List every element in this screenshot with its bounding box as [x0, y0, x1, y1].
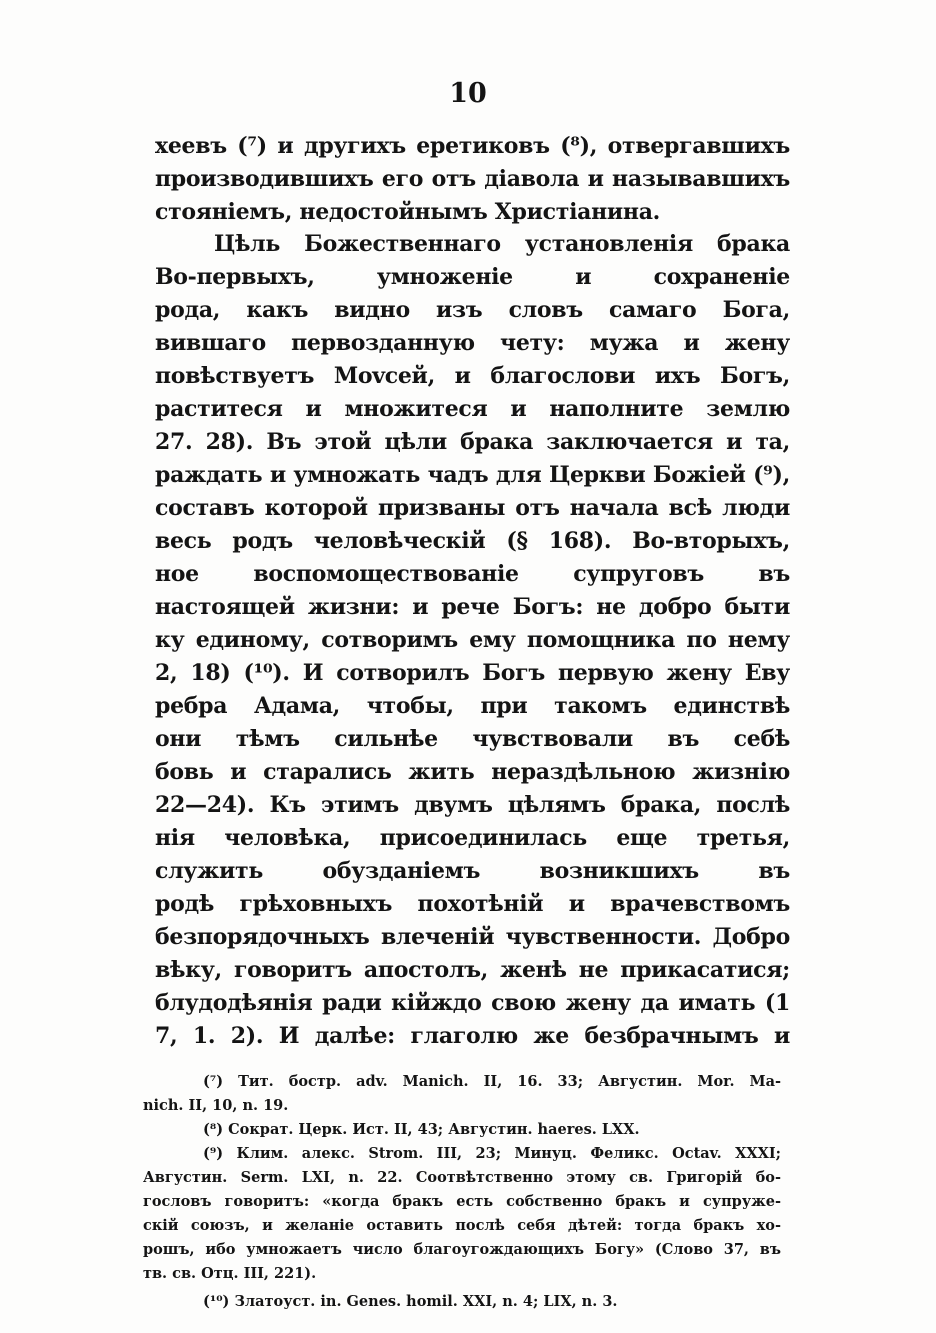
footnote-line: гословъ говоритъ: «когда бракъ есть собственно бракъ и супруже- [143, 1193, 781, 1210]
body-line: стояніемъ, недостойнымъ Христіанина. [155, 199, 661, 225]
footnote-line: (¹⁰) Златоуст. in. Genes. homil. XXI, n. 4; LIX, n. 3. [203, 1293, 618, 1310]
body-line: производившихъ его отъ діавола и называвшихъ [155, 166, 790, 192]
body-line: составъ которой призваны отъ начала всѣ люди [155, 495, 790, 521]
body-line: настоящей жизни: и рече Богъ: не добро быти [155, 594, 790, 620]
body-line: 2, 18) (¹⁰). И сотворилъ Богъ первую жену Еву [155, 660, 790, 686]
body-line: блудодѣянія ради кійждо свою жену да имать (1 [155, 990, 790, 1016]
body-line: 22—24). Къ этимъ двумъ цѣлямъ брака, послѣ [155, 792, 790, 818]
body-line: Во-первыхъ, умноженіе и сохраненіе [155, 264, 790, 290]
body-line: бовь и старались жить нераздѣльною жизнію [155, 759, 790, 785]
body-line: рода, какъ видно изъ словъ самаго Бога, [155, 297, 790, 323]
body-line: родѣ грѣховныхъ похотѣній и врачевствомъ [155, 891, 790, 917]
body-line: Цѣль Божественнаго установленія брака [214, 231, 790, 257]
footnote-line: рошъ, ибо умножаетъ число благоугождающихъ Богу» (Слово 37, въ [143, 1241, 781, 1258]
page-number: 10 [449, 78, 487, 109]
footnote-line: (⁹) Клим. алекс. Strom. III, 23; Минуц. Феликс. Octav. XXXI; [203, 1145, 781, 1162]
body-line: раждать и умножать чадъ для Церкви Божіей (⁹), [155, 462, 790, 488]
body-line: вившаго первозданную чету: мужа и жену [155, 330, 790, 356]
body-line: ребра Адама, чтобы, при такомъ единствѣ [155, 693, 790, 719]
body-line: безпорядочныхъ влеченій чувственности. Добро [155, 924, 790, 950]
footnote-line: скій союзъ, и желаніе оставить послѣ себя дѣтей: тогда бракъ хо- [143, 1217, 781, 1234]
body-line: 7, 1. 2). И далѣе: глаголю же безбрачнымъ и [155, 1023, 790, 1049]
footnote-line: (⁷) Тит. бостр. adv. Manich. II, 16. 33; Августин. Mor. Ma- [203, 1073, 781, 1090]
body-line: ное воспомоществованіе супруговъ въ [155, 561, 790, 587]
body-line: они тѣмъ сильнѣе чувствовали въ себѣ [155, 726, 790, 752]
footnote-line: тв. св. Отц. III, 221). [143, 1265, 317, 1282]
body-line: ку единому, сотворимъ ему помощника по нему [155, 627, 790, 653]
body-line: 27. 28). Въ этой цѣли брака заключается и та, [155, 429, 790, 455]
body-line: нія человѣка, присоединилась еще третья, [155, 825, 790, 851]
body-line: вѣку, говоритъ апостолъ, женѣ не прикасатися; [155, 957, 790, 983]
footnote-line: Августин. Serm. LXI, n. 22. Соотвѣтственно этому св. Григорій бо- [143, 1169, 781, 1186]
body-line: хеевъ (⁷) и другихъ еретиковъ (⁸), отвергавшихъ [155, 133, 790, 159]
footnote-line: (⁸) Сократ. Церк. Ист. II, 43; Августин. haeres. LXX. [203, 1121, 640, 1138]
body-line: повѣствуетъ Моvсей, и благослови ихъ Богъ, [155, 363, 790, 389]
body-line: служить обузданіемъ возникшихъ въ [155, 858, 790, 884]
footnote-line: nich. II, 10, n. 19. [143, 1097, 289, 1114]
body-line: раститеся и множитеся и наполните землю [155, 396, 790, 422]
body-line: весь родъ человѣческій (§ 168). Во-вторыхъ, [155, 528, 790, 554]
